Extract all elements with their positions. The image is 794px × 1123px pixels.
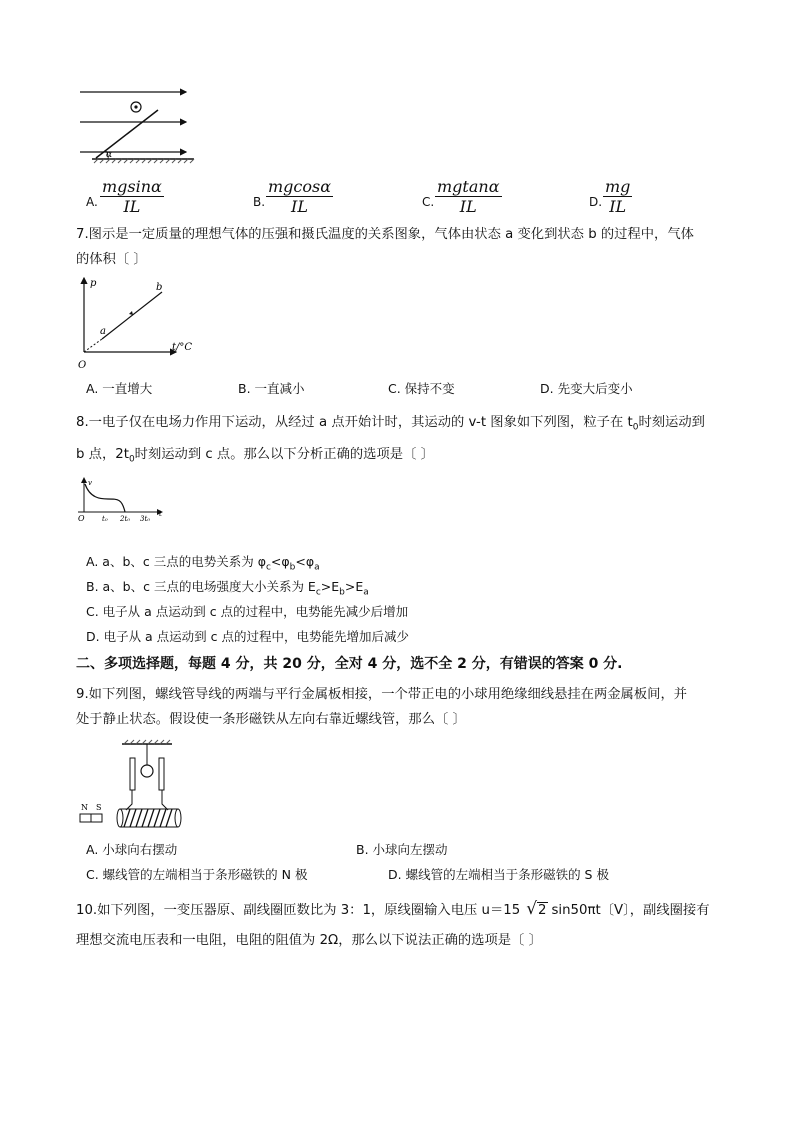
q6-option-d-fraction	[603, 177, 632, 216]
q6-angle-label: α	[106, 150, 113, 160]
q6-option-d-numerator: mg	[605, 177, 631, 196]
q8-option-a-text: A. a、b、c 三点的电势关系为 φ	[86, 554, 266, 569]
q8-tick-t0: t₀	[102, 515, 108, 523]
q8-stem-line2-end: 时刻运动到 c 点。那么以下分析正确的选项是〔 〕	[134, 447, 434, 462]
q6-option-b-letter: B.	[253, 195, 266, 209]
q6-option-c-letter: C.	[422, 195, 435, 209]
q8-option-b-mid1: >E	[320, 579, 340, 594]
q8-x-axis-label: t	[159, 510, 162, 518]
q6-option-a-fraction	[100, 177, 164, 216]
q9-option-a[interactable]: A. 小球向右摆动	[86, 842, 178, 857]
q8-option-a-mid2: <φ	[295, 554, 315, 569]
q8-option-a-sub-c: c	[265, 562, 271, 573]
q6-figure	[76, 86, 206, 168]
q8-option-a-mid1: <φ	[270, 554, 290, 569]
q9-magnet-s-label: S	[96, 803, 102, 812]
q10-stem-line1-end: sin50πt〔V〕，副线圈接有	[551, 903, 710, 918]
q6-option-d-denominator: IL	[609, 197, 627, 216]
q6-option-b-numerator: mgcosα	[268, 177, 332, 196]
q7-option-a[interactable]: A. 一直增大	[86, 381, 153, 396]
q10-stem-line2: 理想交流电压表和一电阻，电阻的阻值为 2Ω，那么以下说法正确的选项是〔 〕	[76, 933, 542, 948]
q8-stem-line1-subscript: 0	[632, 422, 639, 433]
q8-vt-graph	[76, 476, 168, 524]
q6-option-a-numerator: mgsinα	[102, 177, 162, 196]
q7-pt-graph	[76, 276, 200, 372]
q8-option-d[interactable]: D. 电子从 a 点运动到 c 点的过程中，电势能先增加后减少	[86, 629, 409, 644]
q7-option-c[interactable]: C. 保持不变	[388, 381, 455, 396]
q9-magnet-n-label: N	[81, 803, 88, 812]
q8-stem-line1-end: 时刻运动到	[638, 415, 705, 430]
q7-point-b-label: b	[156, 282, 163, 293]
q9-option-c[interactable]: C. 螺线管的左端相当于条形磁铁的 N 极	[86, 867, 308, 882]
q7-point-a-label: a	[100, 326, 106, 337]
q7-x-axis-label: t/°C	[172, 342, 193, 353]
q6-option-b-fraction	[266, 177, 333, 216]
q8-option-b-text: B. a、b、c 三点的电场强度大小关系为 E	[86, 579, 316, 594]
q8-option-a[interactable]	[86, 553, 320, 577]
q6-option-c-denominator: IL	[459, 197, 477, 216]
q9-solenoid-figure	[76, 738, 186, 832]
section-multiple-choice-heading: 二、多项选择题，每题 4 分，共 20 分，全对 4 分，选不全 2 分，有错误的答案 0 分.	[76, 656, 623, 672]
q8-tick-2t0: 2t₀	[120, 515, 131, 523]
q8-tick-3t0: 3t₀	[140, 515, 151, 523]
q8-option-b[interactable]	[86, 578, 369, 602]
q8-option-a-sub-a: a	[314, 562, 320, 573]
q6-option-a-letter: A.	[86, 195, 98, 209]
q6-option-c-fraction	[435, 177, 502, 216]
q6-option-d-letter: D.	[589, 195, 603, 209]
q8-stem-line1-text: 8.一电子仅在电场力作用下运动，从经过 a 点开始计时，其运动的 v-t 图象如下列图，粒子在 t	[76, 415, 633, 430]
q8-option-b-sub-a: a	[363, 587, 369, 598]
q8-stem-line2	[76, 446, 434, 469]
q7-origin-label: O	[78, 360, 87, 371]
q6-option-b-denominator: IL	[291, 197, 308, 216]
q8-stem-line2-subscript: 0	[128, 454, 135, 465]
q7-stem-line2: 的体积〔 〕	[76, 252, 147, 267]
q7-option-d[interactable]: D. 先变大后变小	[540, 381, 633, 396]
q8-option-a-sub-b: b	[289, 562, 296, 573]
q8-option-c[interactable]: C. 电子从 a 点运动到 c 点的过程中，电势能先减少后增加	[86, 604, 409, 619]
q10-sqrt-radicand: 2	[538, 903, 547, 918]
q8-option-b-sub-b: b	[339, 587, 345, 598]
q10-stem-line1	[76, 900, 710, 920]
q7-y-axis-label: p	[90, 278, 97, 289]
q10-sqrt-symbol: √	[526, 899, 538, 919]
q7-stem-line1: 7.图示是一定质量的理想气体的压强和摄氏温度的关系图象，气体由状态 a 变化到状态 b 的过程中，气体	[76, 227, 694, 242]
q8-origin-label: O	[78, 514, 85, 523]
q8-stem-line1	[76, 414, 705, 437]
q8-stem-line2-text: b 点，2t	[76, 447, 129, 462]
q8-y-axis-label: v	[88, 479, 92, 487]
q6-option-a-denominator: IL	[123, 197, 141, 216]
q8-option-b-mid2: >E	[344, 579, 364, 594]
q9-option-b[interactable]: B. 小球向左摆动	[356, 842, 448, 857]
q10-stem-line1-text: 10.如下列图，一变压器原、副线圈匝数比为 3：1，原线圈输入电压 u＝15	[76, 903, 521, 918]
q7-option-b[interactable]: B. 一直减小	[238, 381, 305, 396]
q9-stem-line1: 9.如下列图，螺线管导线的两端与平行金属板相接，一个带正电的小球用绝缘细线悬挂在两金属板间，并	[76, 687, 688, 702]
q8-option-b-sub-c: c	[315, 587, 321, 598]
q6-option-c-numerator: mgtanα	[437, 177, 500, 196]
q9-stem-line2: 处于静止状态。假设使一条形磁铁从左向右靠近螺线管，那么〔 〕	[76, 712, 466, 727]
q9-option-d[interactable]: D. 螺线管的左端相当于条形磁铁的 S 极	[388, 867, 609, 882]
